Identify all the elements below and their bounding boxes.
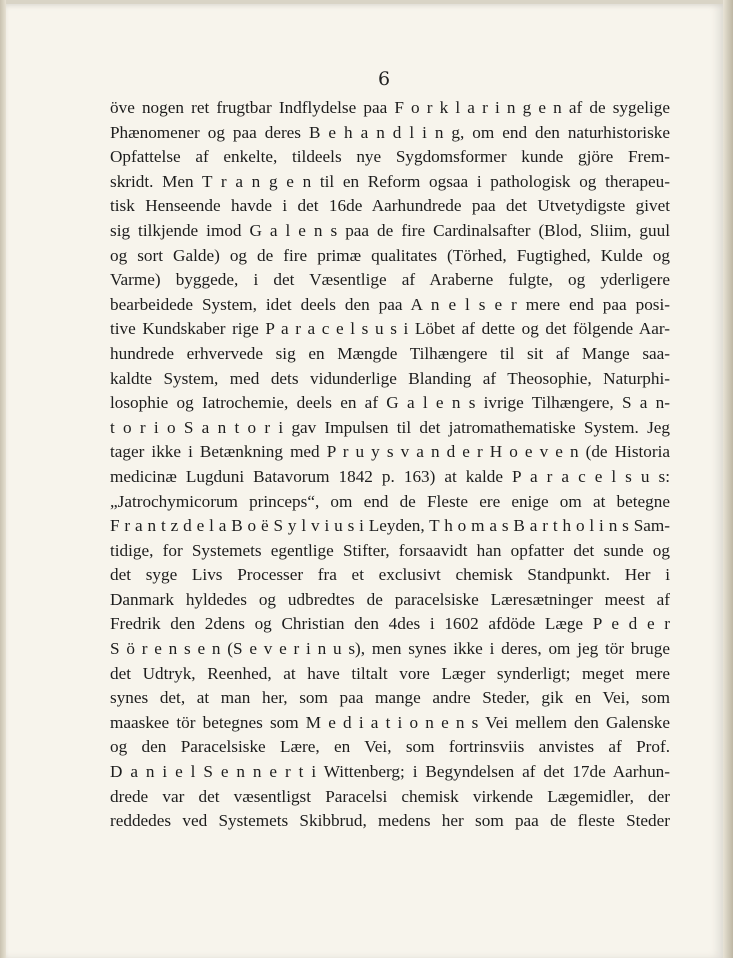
page-number: 6 xyxy=(378,68,391,90)
text-line: losophie og Iatrochemie, deels en af G a l e n s ivrige Tilhængere, S a n- xyxy=(110,393,670,413)
text-line: og sort Galde) og de fire primæ qualitates (Törhed, Fugtighed, Kulde og xyxy=(110,245,670,265)
text-line: kaldte System, med dets vidunderlige Blanding af Theosophie, Naturphi- xyxy=(110,368,670,388)
text-line: Danmark hyldedes og udbredtes de paracelsiske Læresætninger meest af xyxy=(110,589,670,609)
text-line: Phænomener og paa deres B e h a n d l i n g, om end den naturhistoriske xyxy=(110,122,670,142)
text-line: bearbeidede System, idet deels den paa A n e l s e r mere end paa posi- xyxy=(110,294,670,314)
text-line: F r a n t z d e l a B o ë S y l v i u s i Leyden, T h o m a s B a r t h o l i n s Sam- xyxy=(110,516,670,536)
text-line: tager ikke i Betænkning med P r u y s v a n d e r H o e v e n (de Historia xyxy=(110,442,670,462)
text-line: tisk Henseende havde i det 16de Aarhundrede paa det Utvetydigste givet xyxy=(110,196,670,216)
text-line: Varme) byggede, i det Væsentlige af Araberne fulgte, og yderligere xyxy=(110,270,670,290)
page-edge xyxy=(723,0,733,958)
body-text xyxy=(110,96,670,834)
text-line: medicinæ Lugduni Batavorum 1842 p. 163) at kalde P a r a c e l s u s: xyxy=(110,466,670,486)
text-line: synes det, at man her, som paa mange andre Steder, gik en Vei, som xyxy=(110,688,670,708)
text-line: D a n i e l S e n n e r t i Wittenberg; i Begyndelsen af det 17de Aarhun- xyxy=(110,762,670,782)
text-line: skridt. Men T r a n g e n til en Reform ogsaa i pathologisk og therapeu- xyxy=(110,171,670,191)
text-line: og den Paracelsiske Lære, en Vei, som fortrinsviis anvistes af Prof. xyxy=(110,737,670,757)
text-line: reddedes ved Systemets Skibbrud, medens her som paa de fleste Steder xyxy=(110,811,670,831)
text-line: det Udtryk, Reenhed, at have tiltalt vore Læger synderligt; meget mere xyxy=(110,663,670,683)
text-line: S ö r e n s e n (S e v e r i n u s), men synes ikke i deres, om jeg tör bruge xyxy=(110,639,670,659)
text-line: t o r i o S a n t o r i gav Impulsen til det jatromathematiske System. Jeg xyxy=(110,417,670,437)
text-line: tidige, for Systemets egentlige Stifter, forsaavidt han opfatter det sunde og xyxy=(110,540,670,560)
text-line: Opfattelse af enkelte, tildeels nye Sygdomsformer kunde gjöre Frem- xyxy=(110,147,670,167)
text-line: hundrede erhvervede sig en Mængde Tilhængere til sit af Mange saa- xyxy=(110,343,670,363)
text-line: Fredrik den 2dens og Christian den 4des i 1602 afdöde Læge P e d e r xyxy=(110,614,670,634)
text-line: maaskee tör betegnes som M e d i a t i o n e n s Vei mellem den Galenske xyxy=(110,712,670,732)
text-line: tive Kundskaber rige P a r a c e l s u s i Löbet af dette og det fölgende Aar- xyxy=(110,319,670,339)
text-line: sig tilkjende imod G a l e n s paa de fire Cardinalsafter (Blod, Sliim, guul xyxy=(110,220,670,240)
text-line: öve nogen ret frugtbar Indflydelse paa F o r k l a r i n g e n af de sygelige xyxy=(110,98,670,117)
text-line: „Jatrochymicorum princeps“, om end de Fleste ere enige om at betegne xyxy=(110,491,670,511)
text-line: drede var det væsentligst Paracelsi chemisk virkende Lægemidler, der xyxy=(110,786,670,806)
text-line: det syge Livs Processer fra et exclusivt chemisk Standpunkt. Her i xyxy=(110,565,670,585)
